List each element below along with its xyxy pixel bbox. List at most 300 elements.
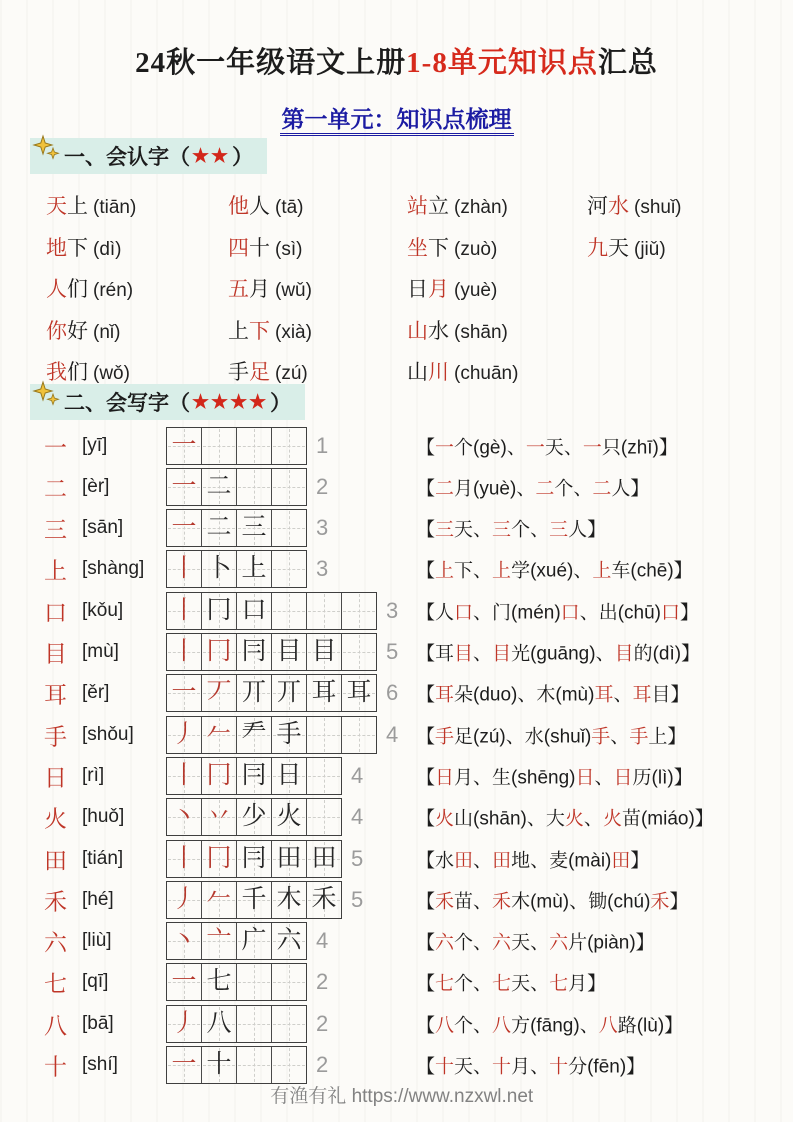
stroke-cell <box>271 1047 306 1083</box>
stroke-cell <box>306 717 341 753</box>
stroke-cell <box>167 964 201 1000</box>
text-segment: 耳 <box>594 684 614 706</box>
text-segment: 手 <box>228 360 249 384</box>
pinyin-label: (zuò) <box>454 238 498 260</box>
text-segment: 【 <box>416 973 436 995</box>
stroke-cell <box>271 923 306 959</box>
text-segment: 手 <box>435 726 455 748</box>
pinyin-label: [ěr] <box>82 682 110 704</box>
stroke-glyph: 田 <box>276 844 302 872</box>
text-segment: 二 <box>535 478 555 500</box>
text-segment: 苗(miáo) <box>621 808 695 830</box>
text-segment: 一 <box>435 437 455 458</box>
text-segment: 【 <box>416 1015 436 1037</box>
text-segment: 目 <box>651 684 671 706</box>
stroke-count: 3 <box>386 597 399 623</box>
text-segment: 八 <box>435 1015 455 1037</box>
example-words <box>416 845 649 872</box>
text-segment: 你 <box>46 318 67 343</box>
text-segment: 人 <box>568 519 588 541</box>
text-segment: 、出(chū) <box>579 602 661 624</box>
pinyin-label: [bā] <box>82 1012 114 1034</box>
writing-character-row <box>0 838 793 879</box>
stroke-glyph: 火 <box>276 803 302 831</box>
text-segment: 禾 <box>650 891 670 913</box>
stroke-order-grid <box>166 963 328 1001</box>
stroke-cell <box>201 675 236 711</box>
stroke-cell <box>201 964 236 1000</box>
stroke-cells <box>166 592 377 630</box>
stroke-glyph: 冃 <box>241 761 267 789</box>
stroke-cell <box>201 923 236 959</box>
recognition-word <box>587 190 776 220</box>
pinyin-label: (xià) <box>275 321 312 343</box>
text-segment: 五 <box>228 277 249 301</box>
writing-character-row <box>0 879 793 920</box>
character: 七 <box>44 971 67 997</box>
stroke-glyph: 口 <box>241 596 267 624</box>
text-segment: 三 <box>435 519 455 541</box>
text-segment: 历(lì) <box>632 767 674 789</box>
text-segment: 地、 <box>511 850 550 871</box>
stroke-glyph: 亠 <box>206 927 232 955</box>
section1-label: 一、会认字（ <box>64 145 190 169</box>
character: 一 <box>44 435 67 460</box>
stroke-cell <box>236 675 271 711</box>
text-segment: 【 <box>416 808 436 830</box>
pinyin-label: (dì) <box>93 238 122 260</box>
stroke-glyph: 广 <box>241 927 267 955</box>
text-segment: 四 <box>228 235 249 260</box>
stroke-cell <box>236 593 271 629</box>
example-words <box>416 721 686 748</box>
text-segment: 十 <box>549 1056 569 1078</box>
text-segment: 田 <box>611 850 631 871</box>
text-segment: 水 <box>608 194 629 218</box>
text-segment: 生(shēng) <box>492 767 576 789</box>
text-segment: 九 <box>587 235 608 260</box>
writing-character-row <box>0 797 793 838</box>
pinyin-label: [kǒu] <box>82 599 124 621</box>
text-segment: 【 <box>416 519 436 541</box>
text-segment: 】 <box>664 1015 684 1037</box>
recognition-word <box>228 190 407 220</box>
pinyin-label: [liù] <box>82 930 112 952</box>
text-segment: 六 <box>549 932 569 954</box>
text-segment: 日 <box>407 277 428 301</box>
recognition-word <box>407 232 587 262</box>
character: 耳 <box>44 682 67 708</box>
stroke-count: 2 <box>316 969 329 995</box>
stroke-cell <box>167 882 201 918</box>
stroke-cell <box>271 675 306 711</box>
stroke-cell <box>236 758 271 794</box>
pinyin-label: (jiǔ) <box>634 238 666 260</box>
stroke-glyph: 八 <box>206 1009 232 1037</box>
text-segment: 上 <box>67 194 88 218</box>
pinyin-label: [shàng] <box>82 558 145 580</box>
text-segment: 目 <box>492 643 512 665</box>
stroke-glyph: 丌 <box>276 679 302 707</box>
example-words <box>416 556 693 583</box>
text-segment: 【 <box>416 602 436 624</box>
text-segment: 个、 <box>454 973 493 995</box>
character: 六 <box>44 930 67 956</box>
text-segment: 】 <box>669 891 689 913</box>
text-segment: 】 <box>587 519 607 541</box>
text-segment: 【 <box>416 932 436 954</box>
stroke-cell <box>306 634 341 670</box>
section2-label: 二、会写字（ <box>64 391 190 415</box>
stroke-glyph: 一 <box>171 679 197 707</box>
text-segment: 分(fēn) <box>568 1056 627 1078</box>
stroke-glyph: 木 <box>276 885 302 913</box>
stroke-glyph: 丆 <box>206 679 232 707</box>
text-segment: 火 <box>435 808 455 830</box>
stroke-glyph: 禾 <box>311 885 337 913</box>
text-segment: 天、 <box>454 519 493 541</box>
stroke-cells <box>166 963 307 1001</box>
stroke-cells <box>166 468 307 506</box>
text-segment: 片(piàn) <box>568 932 636 954</box>
text-segment: 足(zú)、 <box>454 726 525 748</box>
stroke-glyph: 冂 <box>206 638 232 665</box>
stroke-cell <box>236 428 271 464</box>
text-segment: 个(gè)、 <box>454 437 526 458</box>
text-segment: 七 <box>435 973 455 995</box>
stroke-cell <box>167 551 201 587</box>
stroke-cell <box>201 882 236 918</box>
stroke-cell <box>236 923 271 959</box>
pinyin-label: (zú) <box>275 363 308 384</box>
stroke-glyph: 丿 <box>171 1009 197 1037</box>
text-segment: 月、 <box>511 1056 550 1078</box>
text-segment: 】 <box>670 684 690 706</box>
text-segment: 口 <box>560 602 580 624</box>
stroke-order-grid <box>166 798 363 836</box>
text-segment: 火 <box>564 808 584 830</box>
stroke-cell <box>201 717 236 753</box>
text-segment: 】 <box>658 437 678 458</box>
stroke-glyph: 卜 <box>206 555 232 583</box>
stroke-cell <box>201 428 236 464</box>
stroke-order-grid <box>166 716 398 754</box>
text-segment: 【 <box>416 560 436 582</box>
writing-character-row <box>0 673 793 714</box>
example-words <box>416 762 693 789</box>
text-segment: 【 <box>416 684 436 706</box>
text-segment: 八 <box>492 1015 512 1037</box>
character: 上 <box>44 558 67 584</box>
stroke-cell <box>341 634 376 670</box>
pinyin-label: (chuān) <box>454 363 519 384</box>
stroke-glyph: 丿 <box>171 885 197 913</box>
example-words <box>416 432 678 459</box>
recognition-word-row <box>46 309 776 351</box>
stroke-glyph: 手 <box>276 720 302 748</box>
text-segment: 人 <box>249 194 270 218</box>
writing-character-row <box>0 632 793 673</box>
example-words <box>416 928 655 955</box>
stroke-glyph: 冃 <box>241 844 267 872</box>
text-segment: 上 <box>592 560 612 582</box>
stroke-cell <box>201 841 236 877</box>
text-segment: 下 <box>249 318 270 343</box>
text-segment: 个、 <box>554 478 593 500</box>
stroke-cells <box>166 427 307 465</box>
stroke-glyph: 冂 <box>206 844 232 872</box>
text-segment: 上 <box>492 560 512 582</box>
text-segment: 只(zhī) <box>601 437 659 458</box>
text-segment: 六 <box>492 932 512 954</box>
stroke-order-grid <box>166 757 363 795</box>
stroke-glyph: 日 <box>276 761 302 789</box>
stroke-cell <box>201 758 236 794</box>
stroke-cell <box>236 717 271 753</box>
character: 三 <box>44 517 67 543</box>
text-segment: 七 <box>492 973 512 995</box>
section2-label-end: ） <box>270 391 292 415</box>
example-words <box>416 1010 683 1037</box>
stroke-glyph: 丨 <box>171 844 197 872</box>
text-segment: 【 <box>416 437 436 458</box>
text-segment: 站 <box>407 194 428 218</box>
character: 田 <box>44 848 67 873</box>
stroke-count: 5 <box>351 845 364 871</box>
unit-subtitle <box>0 101 793 134</box>
stroke-count: 5 <box>386 639 399 664</box>
stroke-cell <box>167 841 201 877</box>
text-segment: 天 <box>46 194 67 218</box>
recognition-word <box>407 315 587 345</box>
stroke-cell <box>236 510 271 546</box>
text-segment: 耳 <box>632 684 652 706</box>
text-segment: 足 <box>249 360 270 384</box>
stroke-cell <box>167 1047 201 1083</box>
watermark-text: 有渔有礼 https://www.nzxwl.net <box>270 1086 534 1107</box>
text-segment: 月 <box>249 277 270 301</box>
stroke-cells <box>166 840 342 878</box>
pinyin-label: (shuǐ) <box>634 197 682 218</box>
text-segment: 【 <box>416 643 436 665</box>
stroke-cells <box>166 1005 307 1043</box>
stroke-cells <box>166 550 307 588</box>
stroke-cell <box>236 634 271 670</box>
pinyin-label: [tián] <box>82 847 124 869</box>
stroke-cells <box>166 922 307 960</box>
stroke-order-grid <box>166 550 328 588</box>
text-segment: 天、 <box>454 1056 493 1078</box>
text-segment: 月、 <box>454 767 493 789</box>
example-words <box>416 969 606 996</box>
text-segment: 上 <box>228 318 249 343</box>
character: 八 <box>44 1013 67 1039</box>
stroke-count: 2 <box>316 473 329 499</box>
example-words <box>416 473 649 500</box>
stroke-cells <box>166 1046 307 1084</box>
stroke-cell <box>341 717 376 753</box>
stroke-count: 3 <box>316 556 329 582</box>
stroke-cell <box>167 1006 201 1042</box>
writing-character-row <box>0 1045 793 1086</box>
text-segment: 们 <box>67 277 88 301</box>
text-segment: 八 <box>598 1015 618 1037</box>
stroke-cell <box>341 675 376 711</box>
text-segment: 人 <box>435 602 455 624</box>
text-segment: 【 <box>416 767 436 789</box>
stroke-cell <box>167 923 201 959</box>
recognition-word <box>228 273 407 303</box>
stroke-cell <box>236 1006 271 1042</box>
stroke-glyph: 一 <box>171 514 197 542</box>
text-segment: 、 <box>473 850 493 871</box>
writing-character-row <box>0 466 793 507</box>
pinyin-label: [èr] <box>82 475 110 497</box>
text-segment: 二 <box>435 478 455 500</box>
text-segment: 口 <box>454 602 474 624</box>
stroke-glyph: 一 <box>171 472 197 500</box>
text-segment: 、 <box>610 726 630 748</box>
section2-header <box>30 384 305 420</box>
stroke-count: 3 <box>316 515 329 541</box>
example-words <box>416 597 699 624</box>
character: 火 <box>44 806 67 832</box>
text-segment: 个、 <box>454 1015 493 1037</box>
stroke-cell <box>271 964 306 1000</box>
character: 口 <box>44 600 67 626</box>
stroke-cell <box>167 469 201 505</box>
character: 目 <box>44 641 67 667</box>
text-segment: 个、 <box>511 519 550 541</box>
text-segment: 手 <box>629 726 649 748</box>
example-words <box>416 1052 645 1079</box>
stroke-cell <box>271 593 306 629</box>
text-segment: 【 <box>416 850 436 871</box>
recognition-word <box>407 190 587 220</box>
text-segment: 七 <box>549 973 569 995</box>
writing-character-row <box>0 1003 793 1044</box>
recognition-word <box>46 315 228 345</box>
writing-character-row <box>0 921 793 962</box>
stroke-cell <box>236 1047 271 1083</box>
stroke-order-grid <box>166 509 328 547</box>
text-segment: 水 <box>428 318 449 343</box>
stroke-glyph: 丶 <box>171 803 197 831</box>
stroke-glyph: 田 <box>311 844 337 872</box>
stroke-cell <box>236 469 271 505</box>
writing-character-row <box>0 508 793 549</box>
stroke-cell <box>236 882 271 918</box>
text-segment: 】 <box>667 726 687 748</box>
section1-label-end: ） <box>232 145 254 169</box>
text-segment: 人 <box>611 478 631 500</box>
stroke-order-grid <box>166 922 328 960</box>
stroke-glyph: 𠂉 <box>206 885 232 913</box>
pinyin-label: (yuè) <box>454 280 498 301</box>
sparkle-icon <box>32 134 62 164</box>
section2-stars: ★★★★ <box>192 391 269 413</box>
pinyin-label: (tiān) <box>93 197 137 218</box>
character: 禾 <box>44 889 67 915</box>
text-segment: 】 <box>680 602 700 624</box>
stroke-glyph: 冂 <box>206 596 232 624</box>
stroke-cell <box>236 841 271 877</box>
writing-character-row <box>0 755 793 796</box>
stroke-order-grid <box>166 468 328 506</box>
stroke-cell <box>271 841 306 877</box>
text-segment: 朵(duo)、 <box>454 684 537 706</box>
stroke-count: 4 <box>386 721 399 747</box>
stroke-glyph: 七 <box>206 968 232 996</box>
pinyin-label: [yī] <box>82 434 108 456</box>
recognition-word <box>46 190 228 220</box>
text-segment: 车(chē) <box>611 560 674 582</box>
stroke-glyph: 丨 <box>171 638 197 665</box>
character: 日 <box>44 765 67 791</box>
text-segment: 十 <box>249 235 270 260</box>
text-segment: 】 <box>694 808 714 830</box>
stroke-count: 5 <box>351 886 364 912</box>
stroke-cell <box>271 510 306 546</box>
text-segment: 上 <box>648 726 668 748</box>
text-segment: 山 <box>407 318 428 343</box>
stroke-glyph: 丨 <box>171 555 197 583</box>
stroke-glyph: 三 <box>241 514 267 542</box>
text-segment: 耳 <box>435 684 455 706</box>
text-segment: 、 <box>594 767 614 789</box>
writing-character-row <box>0 549 793 590</box>
text-segment: 目 <box>454 643 474 665</box>
character: 十 <box>44 1054 67 1080</box>
pinyin-label: [hé] <box>82 888 114 910</box>
text-segment: 三 <box>549 519 569 541</box>
text-segment: 月 <box>568 973 588 995</box>
recognition-word <box>228 232 407 262</box>
stroke-cell <box>306 675 341 711</box>
writing-character-row <box>0 590 793 631</box>
character: 二 <box>44 476 67 502</box>
text-segment: 木(mù) <box>536 684 595 706</box>
text-segment: 锄(chú) <box>588 891 651 913</box>
text-segment: 河 <box>587 194 608 218</box>
text-segment: 苗、 <box>454 891 493 913</box>
text-segment: 川 <box>428 360 449 384</box>
stroke-glyph: 冂 <box>206 761 232 789</box>
stroke-cell <box>271 882 306 918</box>
text-segment: 天 <box>608 235 629 260</box>
text-segment: 月 <box>428 277 449 301</box>
text-segment: 我 <box>46 360 67 384</box>
stroke-count: 2 <box>316 1052 329 1077</box>
stroke-order-grid <box>166 674 398 712</box>
pinyin-label: [mù] <box>82 641 119 662</box>
stroke-glyph: 上 <box>241 555 267 583</box>
text-segment: 方(fāng)、 <box>511 1015 599 1037</box>
stroke-glyph: 十 <box>206 1051 232 1078</box>
section1-stars: ★★ <box>192 145 231 167</box>
stroke-glyph: 龵 <box>241 720 267 748</box>
pinyin-label: (rén) <box>93 280 134 301</box>
text-segment: 【 <box>416 891 436 913</box>
stroke-cell <box>201 799 236 835</box>
recognition-word <box>587 232 776 262</box>
text-segment: 坐 <box>407 235 428 260</box>
recognition-word-row <box>46 226 776 268</box>
text-segment: 日 <box>613 767 633 789</box>
stroke-cell <box>236 551 271 587</box>
stroke-cell <box>306 841 341 877</box>
text-segment: 木(mù)、 <box>511 891 589 913</box>
